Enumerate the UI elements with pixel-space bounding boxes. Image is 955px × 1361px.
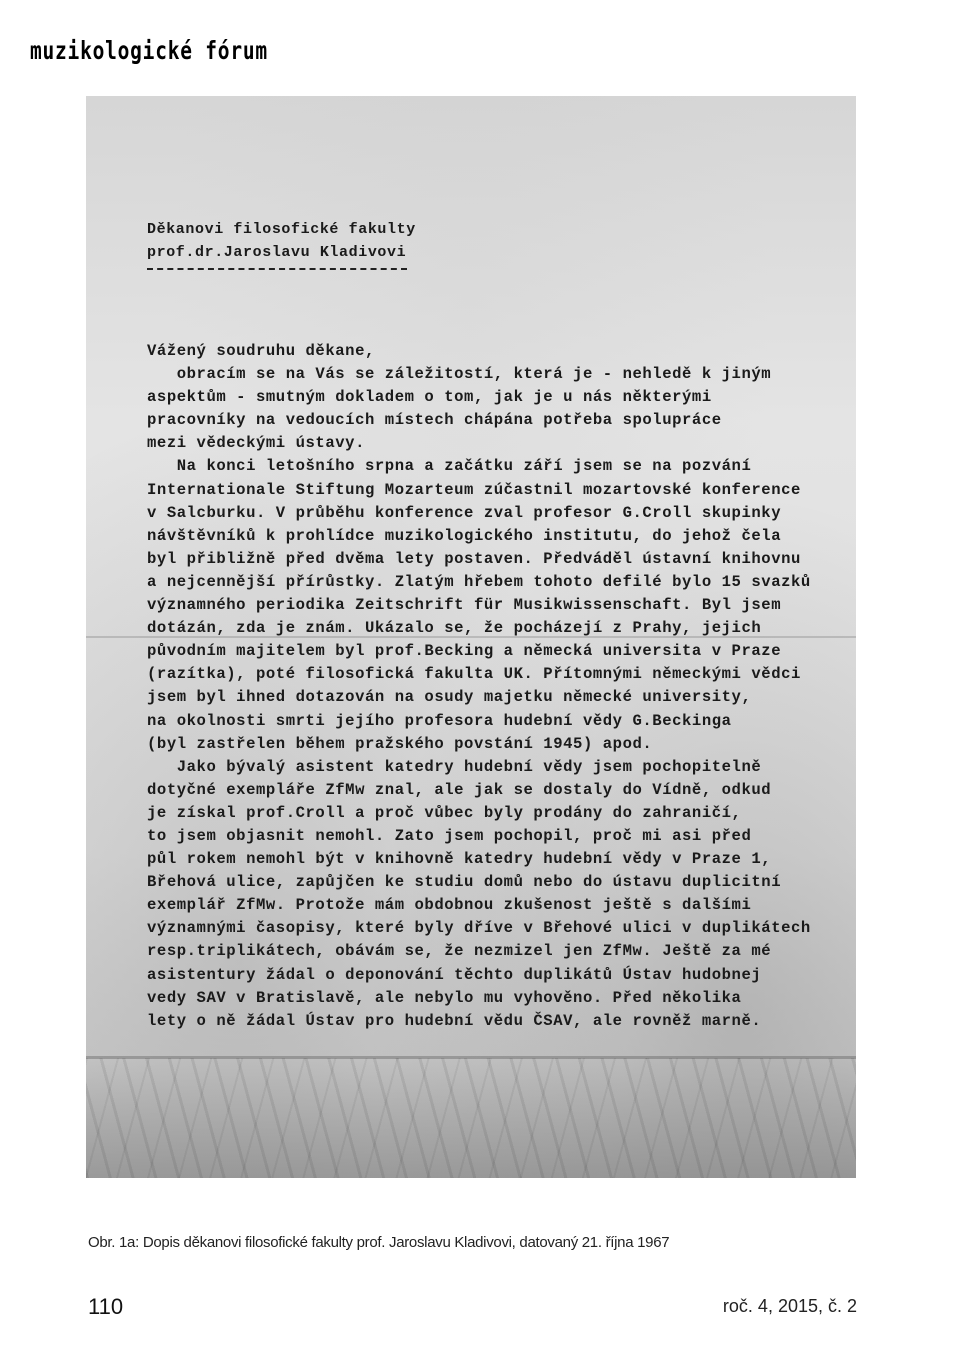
issue-info: roč. 4, 2015, č. 2 (722, 1296, 857, 1316)
letter-line: Vážený soudruhu děkane, (147, 342, 375, 360)
page-number: 110 (88, 1294, 124, 1319)
letter-line: (razítka), poté filosofická fakulta UK. Přítomnými německými vědci (147, 665, 801, 684)
addressee-underline (147, 268, 407, 270)
letter-line: aspektům - smutným dokladem o tom, jak je u nás některými (147, 388, 712, 407)
letter-line: exemplář ZfMw. Protože mám obdobnou zkušenost ještě s dalšími (147, 896, 752, 915)
letter-line: byl přibližně před dvěma lety postaven. Předváděl ústavní knihovnu (147, 549, 801, 568)
letter-line: Na konci letošního srpna a začátku září jsem se na pozvání (147, 457, 752, 476)
letter-line: asistentury žádal o deponování těchto duplikátů Ústav hudobnej (147, 965, 762, 984)
letter-line: půl rokem nemohl být v knihovně katedry hudební vědy v Praze 1, (147, 850, 772, 869)
letter-line: to jsem objasnit nemohl. Zato jsem pochopil, proč mi asi před (147, 826, 752, 845)
addressee-line: prof.dr.Jaroslavu Kladivovi (147, 244, 407, 261)
letter-line: Břehová ulice, zapůjčen ke studiu domů nebo do ústavu duplicitní (147, 873, 782, 892)
addressee-line: Děkanovi filosofické fakulty (147, 221, 416, 238)
letter-line: resp.triplikátech, obávám se, že nezmizel jen ZfMw. Ještě za mé (147, 942, 772, 961)
letter-line: lety o ně žádal Ústav pro hudební vědu ČSAV, ale rovněž marně. (147, 1011, 762, 1030)
letter-line: a nejcennější přírůstky. Zlatým hřebem tohoto defilé bylo 15 svazků (147, 572, 811, 591)
letter-line: významnými časopisy, které byly dříve v Břehové ulici v duplikátech (147, 919, 811, 938)
letter-line: Jako bývalý asistent katedry hudební vědy jsem pochopitelně (147, 757, 762, 776)
letter-line: původním majitelem byl prof.Becking a německá universita v Praze (147, 642, 782, 661)
letter-line: (byl zastřelen během pražského povstání 1945) apod. (147, 734, 653, 753)
letter-body (147, 340, 811, 1033)
letter-line: jsem byl ihned dotazován na osudy majetku německé university, (147, 688, 752, 707)
letter-line: je získal prof.Croll a proč vůbec byly prodány do zahraničí, (147, 803, 742, 822)
letter-line: dotyčné exempláře ZfMw znal, ale jak se dostaly do Vídně, odkud (147, 780, 772, 799)
journal-title: muzikologické fórum (30, 36, 268, 65)
letter-facsimile (86, 96, 856, 1178)
paper-crumple-texture (86, 1058, 856, 1178)
letter-line: dotázán, zda je znám. Ukázalo se, že pocházejí z Prahy, jejich (147, 619, 762, 638)
letter-line: významného periodika Zeitschrift für Musikwissenschaft. Byl jsem (147, 596, 782, 615)
figure-caption: Obr. 1a: Dopis děkanovi filosofické fakulty prof. Jaroslavu Kladivovi, datovaný 21. října 1967 (88, 1234, 670, 1251)
letter-line: návštěvníků k prohlídce muzikologického institutu, do jehož čela (147, 526, 782, 545)
letter-line: Internationale Stiftung Mozarteum zúčastnil mozartovské konference (147, 480, 801, 499)
letter-line: mezi vědeckými ústavy. (147, 434, 365, 453)
letter-line: vedy SAV v Bratislavě, ale nebylo mu vyhověno. Před několika (147, 988, 742, 1007)
letter-line: obracím se na Vás se záležitostí, která je - nehledě k jiným (147, 365, 772, 384)
letter-line: na okolnosti smrti jejího profesora hudební vědy G.Beckinga (147, 711, 732, 730)
letter-line: pracovníky na vedoucích místech chápána potřeba spolupráce (147, 411, 722, 430)
letter-addressee (147, 218, 416, 264)
letter-line: v Salcburku. V průběhu konference zval profesor G.Croll skupinky (147, 503, 782, 522)
